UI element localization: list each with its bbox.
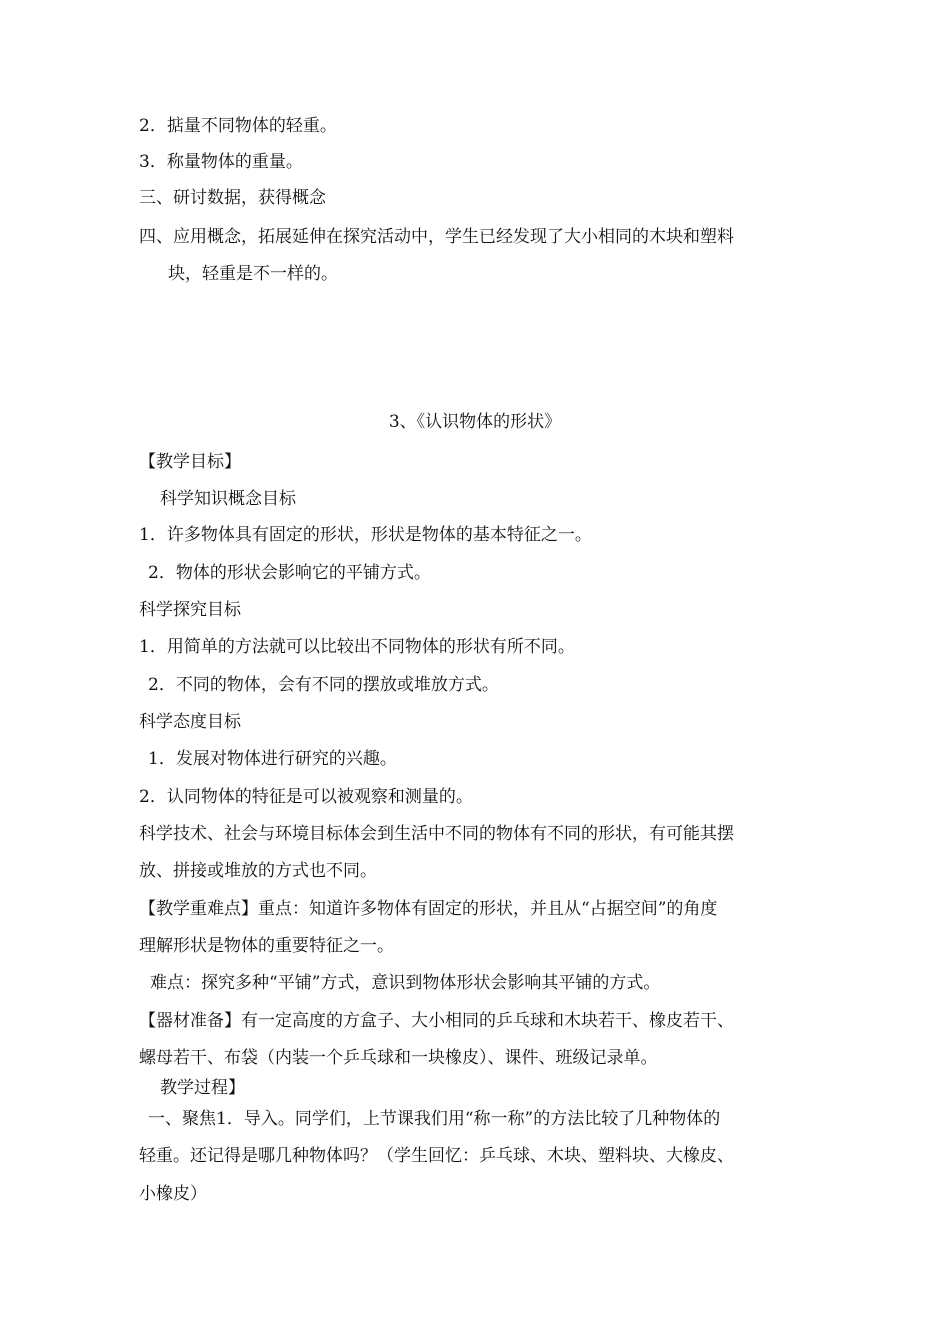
text-line: 2．物体的形状会影响它的平铺方式。 xyxy=(148,563,431,583)
text-line: 科学态度目标 xyxy=(139,712,241,732)
section-title: 3、《认识物体的形状》 xyxy=(388,412,562,432)
text-line: 三、研讨数据，获得概念 xyxy=(139,188,326,208)
text-line: 块，轻重是不一样的。 xyxy=(168,264,338,284)
text-line: 科学技术、社会与环境目标体会到生活中不同的物体有不同的形状，有可能其摆 xyxy=(139,824,734,844)
text-line: 轻重。还记得是哪几种物体吗？（学生回忆：乒乓球、木块、塑料块、大橡皮、 xyxy=(139,1146,734,1166)
text-line: 2．掂量不同物体的轻重。 xyxy=(139,116,337,136)
text-line: 难点：探究多种“平铺”方式，意识到物体形状会影响其平铺的方式。 xyxy=(150,973,661,993)
heading-objectives: 【教学目标】 xyxy=(139,452,241,472)
text-line: 【器材准备】有一定高度的方盒子、大小相同的乒乓球和木块若干、橡皮若干、 xyxy=(139,1011,734,1031)
text-line: 教学过程】 xyxy=(160,1078,245,1098)
text-line: 一、聚焦1．导入。同学们，上节课我们用“称一称”的方法比较了几种物体的 xyxy=(148,1109,721,1129)
text-line: 【教学重难点】重点：知道许多物体有固定的形状，并且从“占据空间”的角度 xyxy=(139,899,718,919)
text-line: 3．称量物体的重量。 xyxy=(139,152,303,172)
text-line: 1．许多物体具有固定的形状，形状是物体的基本特征之一。 xyxy=(139,525,592,545)
text-line: 科学知识概念目标 xyxy=(160,489,296,509)
text-line: 四、应用概念，拓展延伸在探究活动中，学生已经发现了大小相同的木块和塑料 xyxy=(139,227,734,247)
text-line: 理解形状是物体的重要特征之一。 xyxy=(139,936,394,956)
text-line: 科学探究目标 xyxy=(139,600,241,620)
text-line: 1．用简单的方法就可以比较出不同物体的形状有所不同。 xyxy=(139,637,575,657)
text-line: 1．发展对物体进行研究的兴趣。 xyxy=(148,749,397,769)
text-line: 小橡皮） xyxy=(139,1184,207,1204)
text-line: 螺母若干、布袋（内装一个乒乓球和一块橡皮）、课件、班级记录单。 xyxy=(139,1048,658,1068)
text-line: 2．不同的物体，会有不同的摆放或堆放方式。 xyxy=(148,675,499,695)
text-line: 放、拼接或堆放的方式也不同。 xyxy=(139,861,377,881)
text-line: 2．认同物体的特征是可以被观察和测量的。 xyxy=(139,787,473,807)
